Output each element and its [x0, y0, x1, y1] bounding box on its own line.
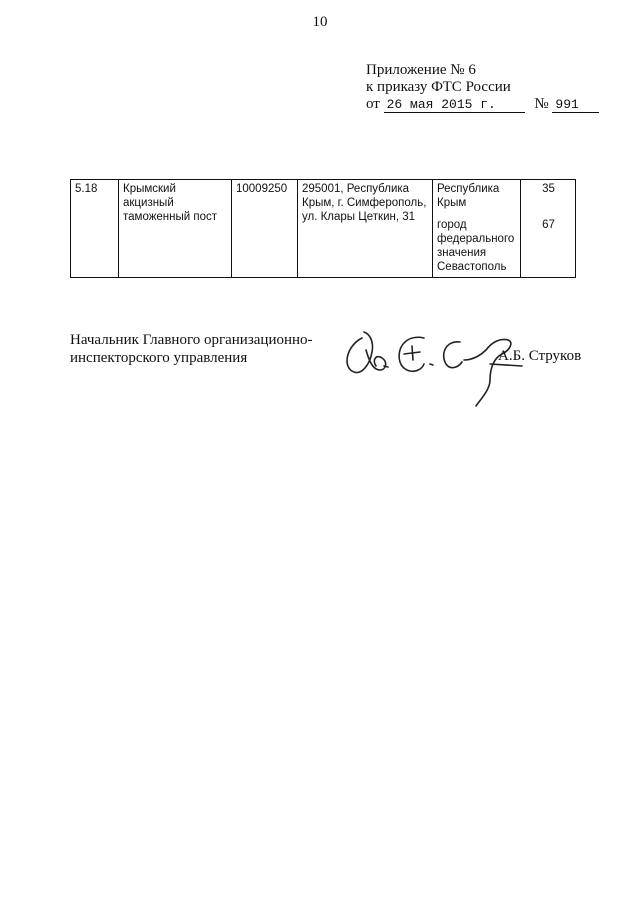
region-code: 35	[542, 183, 555, 195]
position-line: Начальник Главного организационно-	[70, 332, 313, 348]
position-line: инспекторского управления	[70, 350, 248, 366]
signatory-position	[70, 331, 313, 367]
page-number: 10	[312, 14, 328, 30]
post-address: 295001, Республика Крым, г. Симферополь, ул. Клары Цеткин, 31	[298, 180, 433, 278]
region-item: Республика Крым	[437, 183, 500, 209]
post-code: 10009250	[232, 180, 298, 278]
appendix-title: Приложение № 6	[366, 62, 476, 78]
from-label: от	[366, 96, 380, 112]
number-label: №	[534, 96, 549, 112]
signatory-name: А.Б. Струков	[498, 348, 582, 364]
order-reference: к приказу ФТС России	[366, 79, 511, 95]
row-number: 5.18	[71, 180, 119, 278]
order-date: 26 мая 2015 г.	[384, 97, 525, 113]
order-date-line	[366, 96, 599, 113]
regions-cell	[433, 180, 521, 278]
region-codes-cell	[521, 180, 576, 278]
post-name: Крымский акцизный таможенный пост	[119, 180, 232, 278]
region-item: город федерального значения Севастополь	[437, 219, 515, 273]
handwritten-signature	[340, 320, 530, 410]
customs-posts-table	[70, 179, 576, 278]
appendix-header	[366, 62, 599, 113]
region-code: 67	[542, 219, 555, 231]
table-row	[71, 180, 576, 278]
order-number: 991	[552, 97, 599, 113]
